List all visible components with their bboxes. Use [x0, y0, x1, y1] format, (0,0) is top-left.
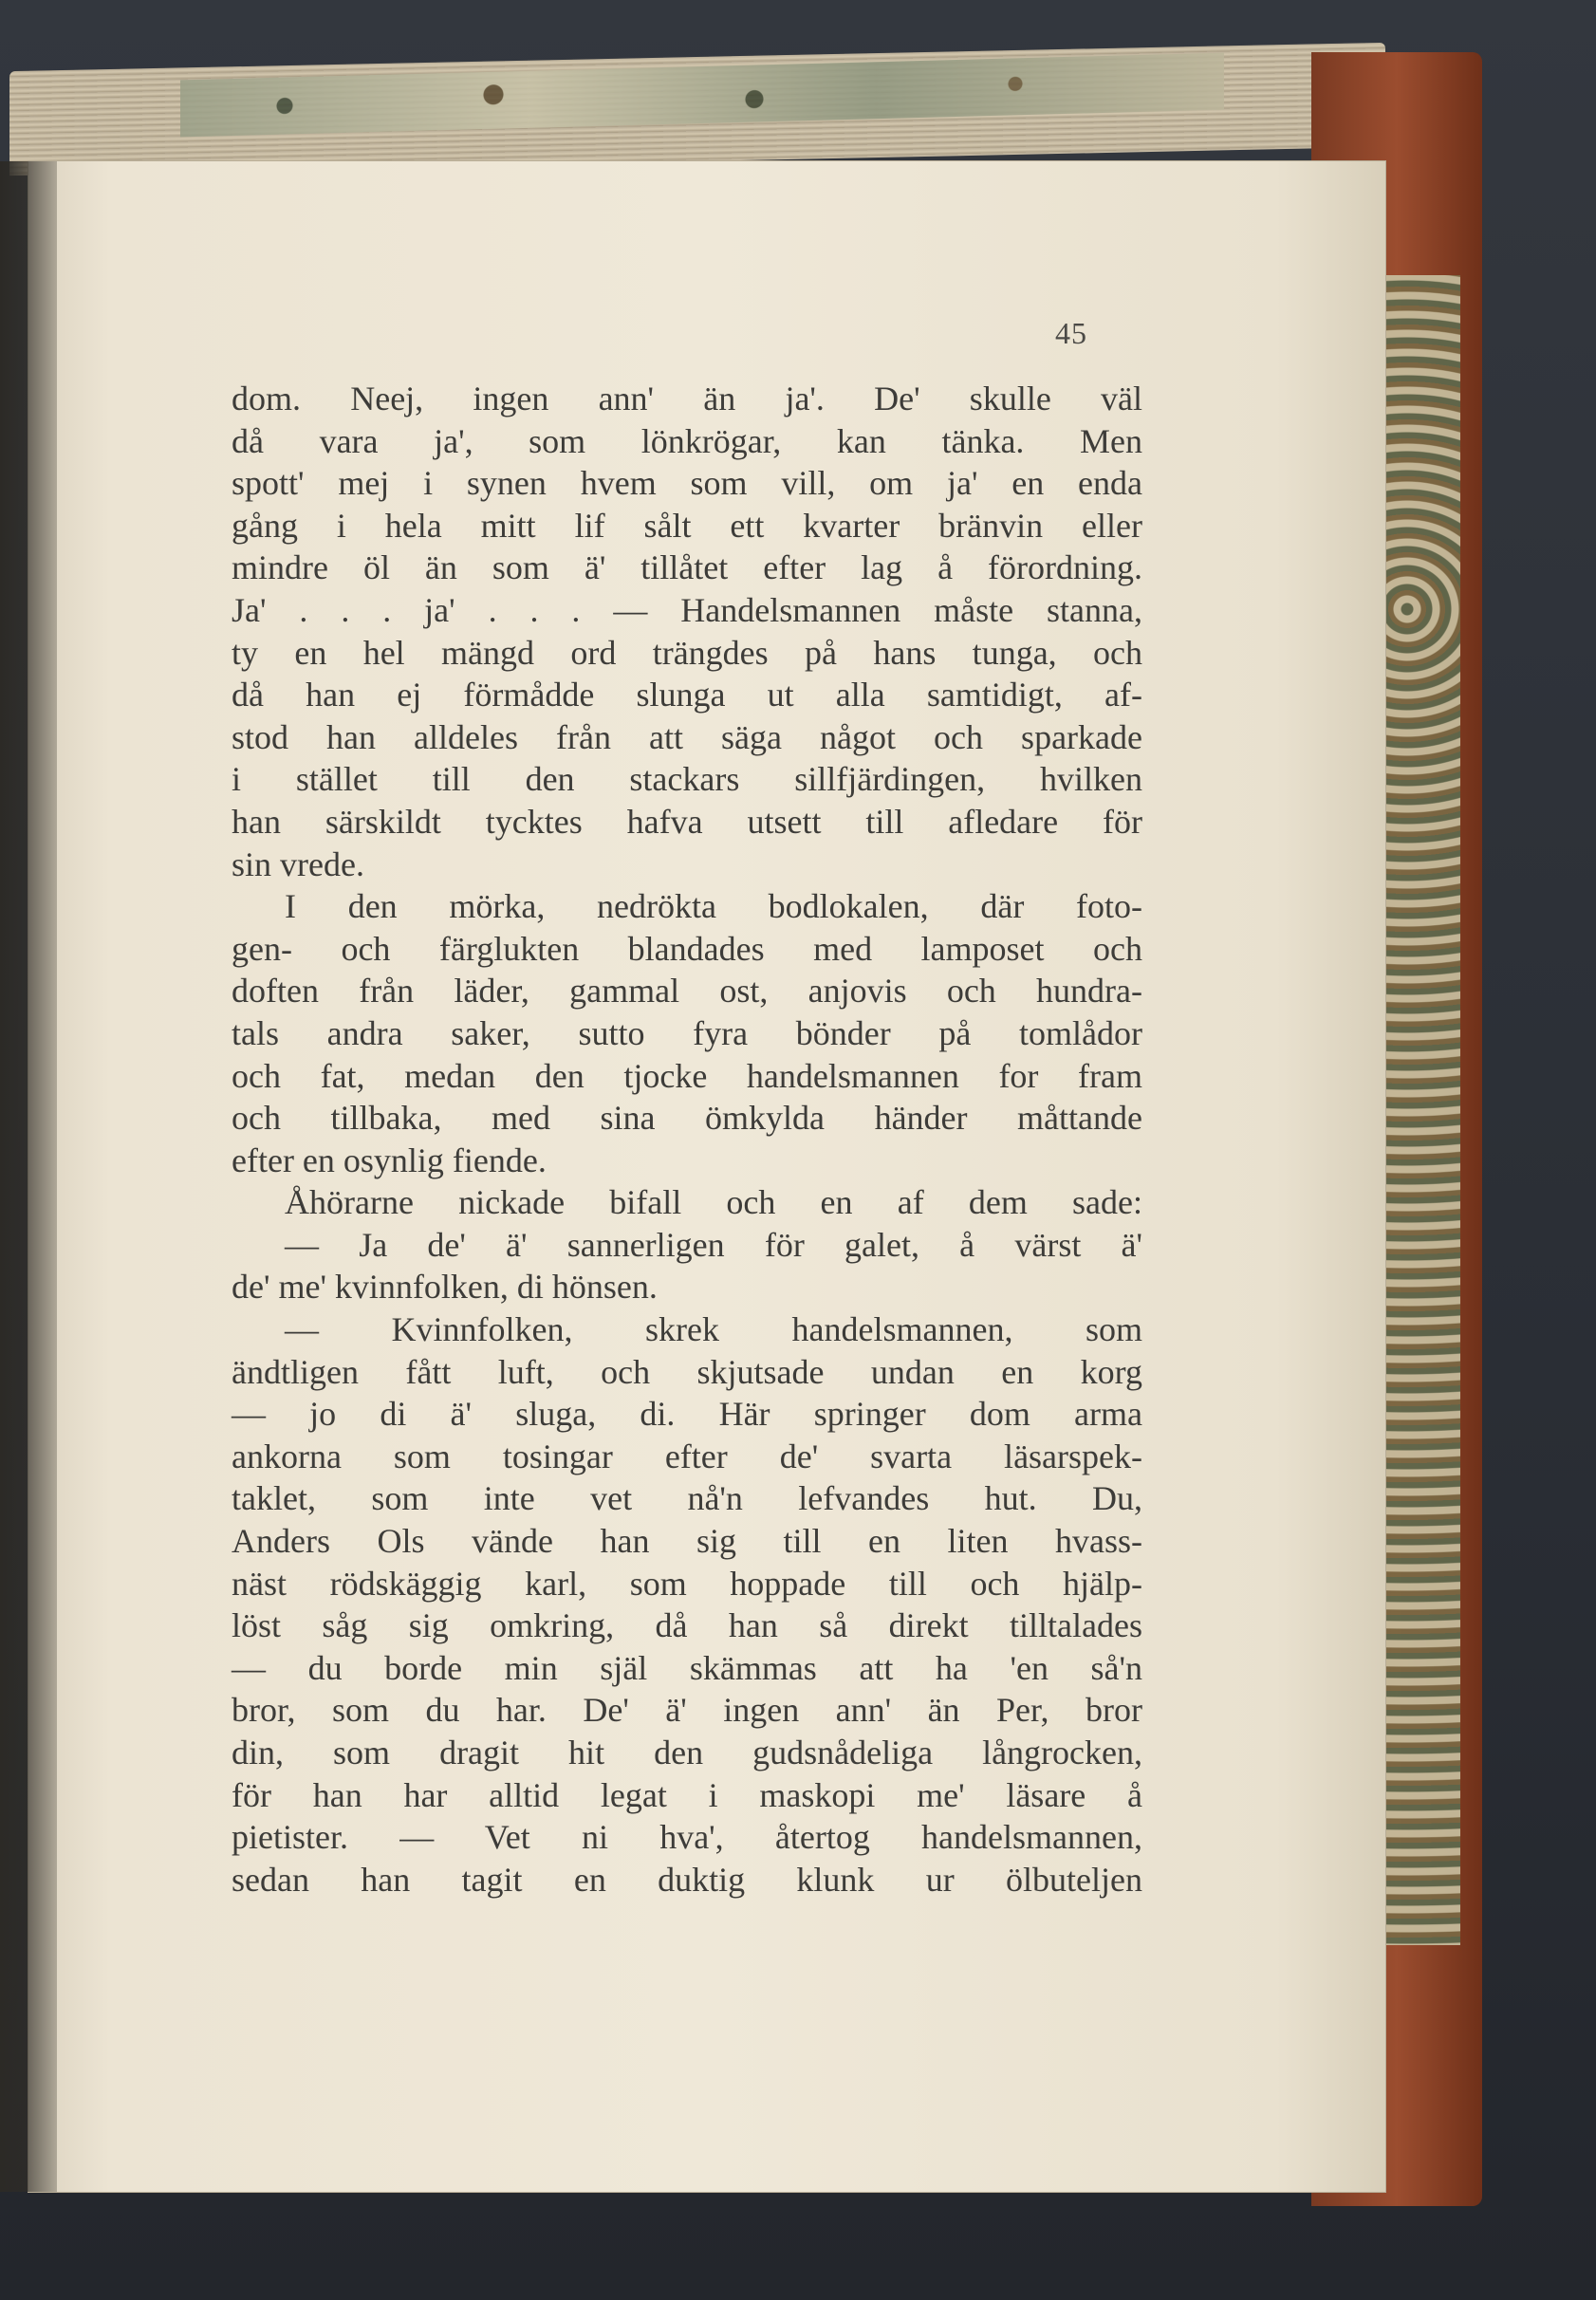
text-line: I den mörka, nedrökta bodlokalen, där foto- — [285, 887, 1142, 926]
text-line: för han har alltid legat i maskopi me' läsare å — [232, 1775, 1142, 1814]
text-line: sin vrede. — [232, 844, 364, 883]
text-line: tals andra saker, sutto fyra bönder på tomlådor — [232, 1013, 1142, 1052]
text-line: spott' mej i synen hvem som vill, om ja' en enda — [232, 464, 1142, 503]
text-line: sedan han tagit en duktig klunk ur ölbuteljen — [232, 1860, 1142, 1899]
text-line: efter en osynlig fiende. — [232, 1141, 547, 1179]
text-line: han särskildt tycktes hafva utsett till afledare för — [232, 802, 1142, 841]
text-line: ty en hel mängd ord trängdes på hans tunga, och — [232, 633, 1142, 672]
text-line: Ja' . . . ja' . . . — Handelsmannen måste stanna, — [232, 590, 1142, 629]
text-line: gen- och färglukten blandades med lamposet och — [232, 929, 1142, 968]
text-line: näst rödskäggig karl, som hoppade till och hjälp- — [232, 1564, 1142, 1603]
text-line: och fat, medan den tjocke handelsmannen for fram — [232, 1056, 1142, 1095]
marbled-edge-right — [1381, 275, 1460, 1945]
text-line: pietister. — Vet ni hva', återtog handelsmannen, — [232, 1818, 1142, 1857]
text-line: mindre öl än som ä' tillåtet efter lag å förordning. — [232, 548, 1142, 587]
body-text — [232, 378, 1142, 1901]
text-line: bror, som du har. De' ä' ingen ann' än Per, bror — [232, 1691, 1142, 1730]
text-line: doften från läder, gammal ost, anjovis och hundra- — [232, 972, 1142, 1011]
text-line: — Kvinnfolken, skrek handelsmannen, som — [285, 1310, 1142, 1349]
text-line: din, som dragit hit den gudsnådeliga långrocken, — [232, 1734, 1142, 1771]
text-line: — Ja de' ä' sannerligen för galet, å värst ä' — [285, 1225, 1142, 1264]
text-line: stod han alldeles från att säga något och sparkade — [232, 717, 1142, 756]
text-line: — jo di ä' sluga, di. Här springer dom arma — [232, 1395, 1142, 1434]
text-line: Anders Ols vände han sig till en liten hvass- — [232, 1522, 1142, 1561]
text-line: — du borde min själ skämmas att ha 'en så'n — [232, 1648, 1142, 1687]
text-line: löst såg sig omkring, då han så direkt tilltalades — [232, 1606, 1142, 1645]
text-line: Åhörarne nickade bifall och en af dem sade: — [285, 1183, 1142, 1222]
text-line: taklet, som inte vet nå'n lefvandes hut. Du, — [232, 1479, 1142, 1518]
text-line: och tillbaka, med sina ömkylda händer måttande — [232, 1099, 1142, 1138]
text-line: då han ej förmådde slunga ut alla samtidigt, af- — [232, 676, 1142, 714]
text-line: de' me' kvinnfolken, di hönsen. — [232, 1268, 658, 1307]
text-line: då vara ja', som lönkrögar, kan tänka. Men — [232, 421, 1142, 460]
text-line: i stället till den stackars sillfjärdingen, hvilken — [232, 760, 1142, 799]
text-line: ankorna som tosingar efter de' svarta läsarspek- — [232, 1437, 1142, 1475]
page-number: 45 — [1055, 316, 1087, 350]
text-line: gång i hela mitt lif sålt ett kvarter bränvin eller — [232, 506, 1142, 545]
gutter-shadow — [0, 161, 57, 2192]
text-line: dom. Neej, ingen ann' än ja'. De' skulle väl — [232, 380, 1142, 417]
text-line: ändtligen fått luft, och skjutsade undan en korg — [232, 1352, 1142, 1391]
